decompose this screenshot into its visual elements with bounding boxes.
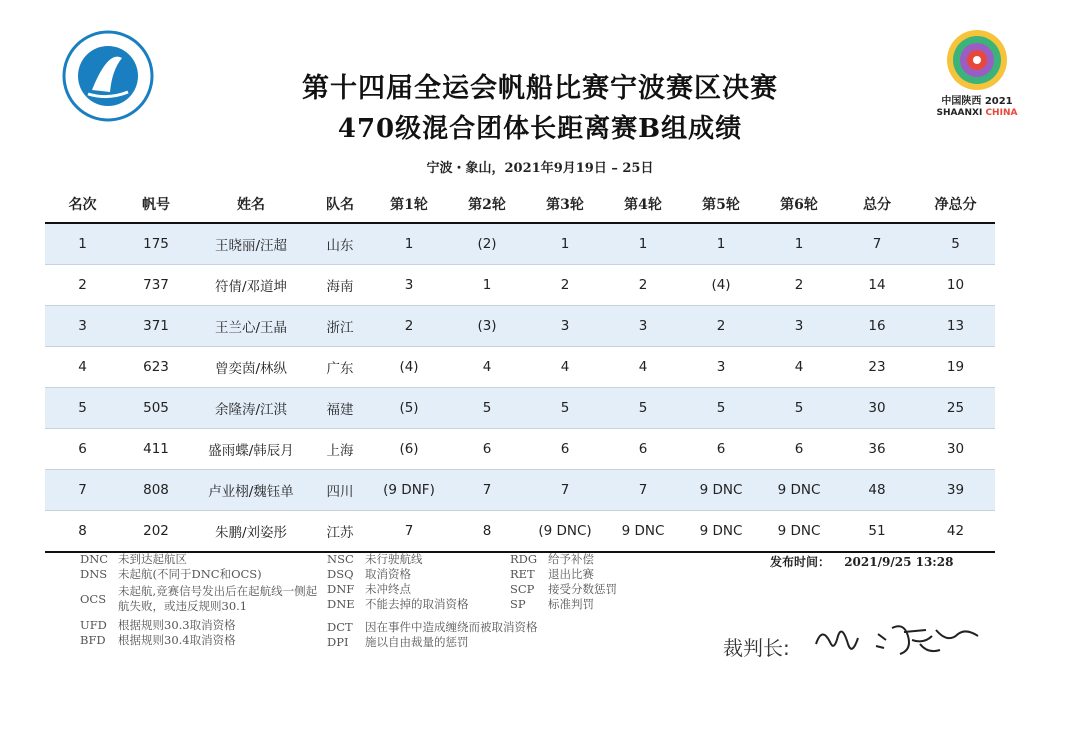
table-cell: 7 (45, 470, 120, 511)
table-cell: (5) (370, 388, 448, 429)
page-subtitle-title: 470级混合团体长距离赛B组成绩 (337, 114, 743, 144)
table-cell: (4) (370, 347, 448, 388)
table-header-row (45, 186, 995, 223)
table-cell: 曾奕茵/林纵 (192, 347, 310, 388)
event-date-location: 宁波・象山，2021年9月19日 – 25日 (426, 161, 654, 176)
table-cell: 1 (370, 223, 448, 265)
table-cell: 卢业栩/魏钰单 (192, 470, 310, 511)
table-cell: 9 DNC (682, 470, 760, 511)
column-header: 帆号 (142, 197, 170, 213)
legend-item: SCP 接受分数惩罚 (510, 582, 617, 596)
table-cell: 3 (45, 306, 120, 347)
table-cell: 7 (526, 470, 604, 511)
table-cell: 3 (760, 306, 838, 347)
legend-item: BFD 根据规则30.4取消资格 (80, 633, 236, 647)
table-cell: 8 (448, 511, 526, 553)
legend-column-3 (510, 552, 710, 612)
table-cell: 5 (604, 388, 682, 429)
column-header: 总分 (863, 197, 891, 213)
legend-item: SP 标准判罚 (510, 597, 594, 611)
column-header: 第6轮 (780, 197, 818, 213)
table-cell: 6 (760, 429, 838, 470)
table-cell: 411 (120, 429, 192, 470)
table-cell: 1 (448, 265, 526, 306)
legend-column-1 (80, 552, 320, 648)
table-cell: 1 (45, 223, 120, 265)
legend-item: RET 退出比赛 (510, 567, 594, 581)
table-cell: 2 (760, 265, 838, 306)
table-cell: 王兰心/王晶 (192, 306, 310, 347)
table-cell: 36 (838, 429, 916, 470)
legend-item: DSQ 取消资格 (327, 567, 411, 581)
table-cell: 2 (526, 265, 604, 306)
table-cell: (2) (448, 223, 526, 265)
table-cell: 5 (682, 388, 760, 429)
table-cell: (9 DNC) (526, 511, 604, 553)
table-cell: 7 (838, 223, 916, 265)
table-cell: 5 (526, 388, 604, 429)
table-cell: 4 (45, 347, 120, 388)
games-logo-year: 2021 (984, 96, 1013, 107)
table-cell: 6 (45, 429, 120, 470)
column-header: 姓名 (237, 197, 265, 213)
table-cell: 623 (120, 347, 192, 388)
publish-time-label: 发布时间： (770, 555, 831, 569)
table-cell: 6 (682, 429, 760, 470)
table-cell: 9 DNC (604, 511, 682, 553)
table-cell: 16 (838, 306, 916, 347)
chief-referee-label: 裁判长: (723, 636, 790, 660)
table-cell: 371 (120, 306, 192, 347)
publish-time-value: 2021/9/25 13:28 (844, 555, 954, 569)
table-cell: 7 (448, 470, 526, 511)
table-cell: 42 (916, 511, 995, 553)
table-cell: 5 (45, 388, 120, 429)
table-cell: 3 (682, 347, 760, 388)
table-cell: 3 (526, 306, 604, 347)
table-row (45, 347, 995, 388)
table-cell: 7 (604, 470, 682, 511)
table-row (45, 265, 995, 306)
legend-item: DNS 未起航(不同于DNC和OCS) (80, 567, 262, 581)
table-cell: 51 (838, 511, 916, 553)
table-cell: 1 (760, 223, 838, 265)
table-cell: 19 (916, 347, 995, 388)
table-row (45, 470, 995, 511)
table-cell: (3) (448, 306, 526, 347)
table-cell: 朱鹏/刘姿彤 (192, 511, 310, 553)
legend-item: OCS 未起航,竞赛信号发出后在起航线一侧起航失败，或违反规则30.1 (80, 584, 318, 613)
table-cell: 39 (916, 470, 995, 511)
table-cell: 23 (838, 347, 916, 388)
table-row (45, 223, 995, 265)
table-cell: 25 (916, 388, 995, 429)
chief-referee (723, 632, 790, 661)
table-cell: 3 (370, 265, 448, 306)
table-cell: 9 DNC (682, 511, 760, 553)
table-cell: 余隆涛/江淇 (192, 388, 310, 429)
column-header: 净总分 (934, 197, 977, 213)
table-cell: 4 (604, 347, 682, 388)
legend-item: DPI 施以自由裁量的惩罚 (327, 635, 469, 649)
table-cell: 王晓丽/汪超 (192, 223, 310, 265)
table-row (45, 306, 995, 347)
page-title: 第十四届全运会帆船比赛宁波赛区决赛 (302, 73, 778, 104)
column-header: 第1轮 (390, 197, 428, 213)
column-header: 第4轮 (624, 197, 662, 213)
table-cell: 上海 (310, 429, 370, 470)
table-cell: 14 (838, 265, 916, 306)
table-cell: 符倩/邓道坤 (192, 265, 310, 306)
table-cell: 30 (838, 388, 916, 429)
legend-item: RDG 给予补偿 (510, 552, 594, 566)
table-cell: (4) (682, 265, 760, 306)
table-cell: 浙江 (310, 306, 370, 347)
table-cell: 9 DNC (760, 470, 838, 511)
table-cell: 202 (120, 511, 192, 553)
table-cell: 6 (448, 429, 526, 470)
column-header: 队名 (326, 197, 354, 213)
table-cell: 7 (370, 511, 448, 553)
table-cell: 4 (448, 347, 526, 388)
table-cell: 2 (45, 265, 120, 306)
table-cell: 737 (120, 265, 192, 306)
column-header: 名次 (68, 197, 97, 213)
table-cell: 5 (916, 223, 995, 265)
table-cell: 3 (604, 306, 682, 347)
publish-time (770, 553, 953, 570)
results-table (45, 186, 995, 553)
table-cell: 2 (370, 306, 448, 347)
referee-signature (808, 614, 988, 664)
table-cell: 广东 (310, 347, 370, 388)
table-cell: 盛雨蝶/韩辰月 (192, 429, 310, 470)
legend-item: DCT 因在事件中造成缠绕而被取消资格 (327, 620, 538, 634)
table-cell: 4 (526, 347, 604, 388)
table-cell: 808 (120, 470, 192, 511)
table-cell: 30 (916, 429, 995, 470)
column-header: 第3轮 (546, 197, 584, 213)
table-row (45, 511, 995, 553)
table-cell: 山东 (310, 223, 370, 265)
legend-item: DNE 不能去掉的取消资格 (327, 597, 469, 611)
table-cell: 福建 (310, 388, 370, 429)
table-cell: 四川 (310, 470, 370, 511)
table-cell: 2 (682, 306, 760, 347)
games-logo-cn: 中国陕西 (941, 96, 982, 107)
table-cell: 48 (838, 470, 916, 511)
games-logo-en2: CHINA (985, 108, 1018, 118)
table-row (45, 429, 995, 470)
table-cell: 1 (682, 223, 760, 265)
table-cell: 175 (120, 223, 192, 265)
table-row (45, 388, 995, 429)
legend-item: UFD 根据规则30.3取消资格 (80, 618, 236, 632)
table-cell: 4 (760, 347, 838, 388)
column-header: 第5轮 (702, 197, 740, 213)
table-cell: 6 (604, 429, 682, 470)
table-cell: (9 DNF) (370, 470, 448, 511)
results-table-body (45, 223, 995, 552)
column-header: 第2轮 (468, 197, 506, 213)
table-cell: 5 (448, 388, 526, 429)
table-cell: 5 (760, 388, 838, 429)
legend-item: DNC 未到达起航区 (80, 552, 187, 566)
table-cell: 505 (120, 388, 192, 429)
table-cell: 1 (526, 223, 604, 265)
legend-item: DNF 未冲终点 (327, 582, 411, 596)
table-cell: 2 (604, 265, 682, 306)
table-cell: 9 DNC (760, 511, 838, 553)
table-cell: 8 (45, 511, 120, 553)
table-cell: 13 (916, 306, 995, 347)
table-cell: 1 (604, 223, 682, 265)
table-cell: 江苏 (310, 511, 370, 553)
table-cell: 10 (916, 265, 995, 306)
legend-item: NSC 未行驶航线 (327, 552, 423, 566)
table-cell: (6) (370, 429, 448, 470)
games-logo-en1: SHAANXI (936, 108, 983, 118)
table-cell: 6 (526, 429, 604, 470)
table-cell: 海南 (310, 265, 370, 306)
